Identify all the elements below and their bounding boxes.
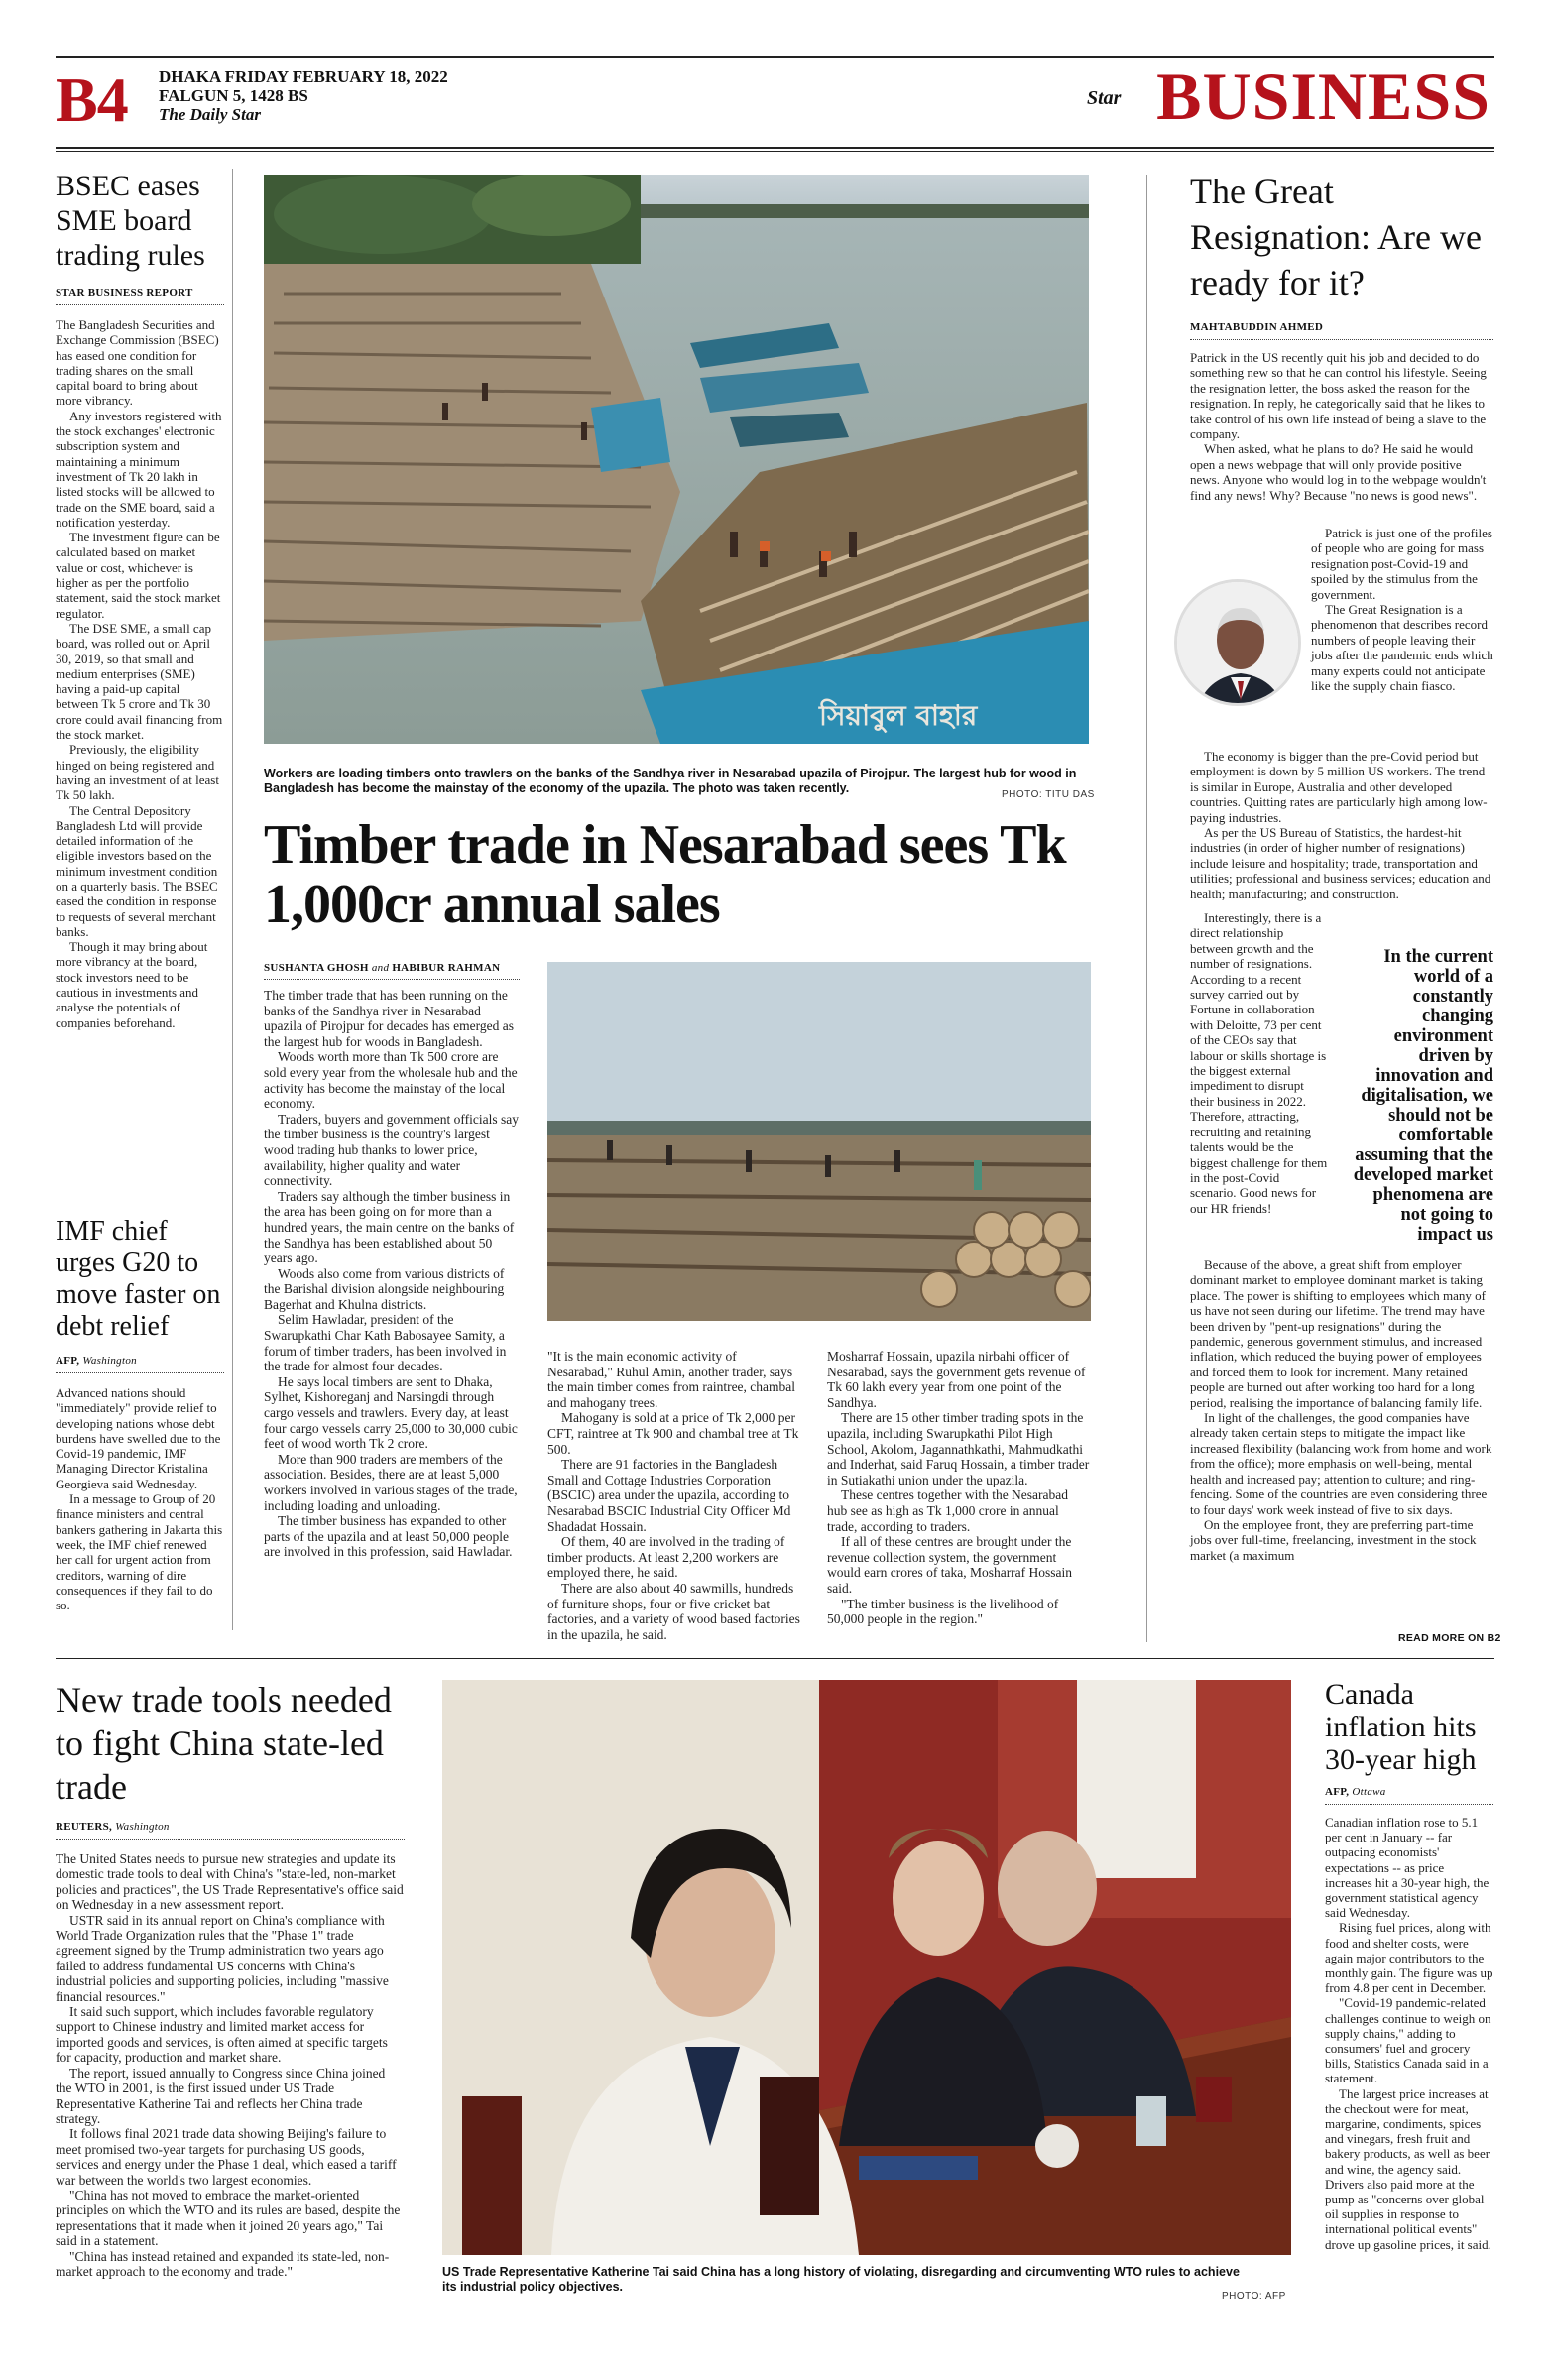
section-title: BUSINESS	[1156, 59, 1490, 134]
resignation-bottom-body	[1190, 1257, 1493, 1563]
paragraph: Woods worth more than Tk 500 crore are sold every year from the wholesale hub and the activity has become the mainstay of the local economy.	[264, 1049, 518, 1112]
bsec-story	[56, 169, 224, 1030]
timber-river-image	[264, 175, 1089, 744]
paragraph: The Bangladesh Securities and Exchange Commission (BSEC) has eased one condition for trading shares on the small capital board to bring about more vibrancy.	[56, 317, 219, 409]
masthead-bottom-rule	[56, 147, 1494, 149]
paragraph: Traders, buyers and government officials say the timber business is the country's largest wood trading hub thanks to lower price, availability, higher quality and water connectivity.	[264, 1111, 519, 1189]
china-body	[56, 1851, 405, 2279]
timber-col-3	[827, 1349, 1091, 1627]
canada-body	[1325, 1815, 1493, 2252]
resignation-story	[1190, 169, 1493, 503]
tai-photo-credit: PHOTO: AFP	[1222, 2291, 1286, 2302]
imf-body	[56, 1385, 224, 1612]
bsec-body	[56, 317, 224, 1030]
paragraph: When asked, what he plans to do? He said he would open a news webpage that will only provide positive news. Anyone who would log in to the webpage wouldn't find any news! Why? Because "no news is good news".	[1190, 441, 1487, 503]
paragraph: More than 900 traders are members of the association. Besides, there are at least 5,000 workers involved in various stages of the trade, including loading and unloading.	[264, 1451, 518, 1513]
trade-meeting-image	[442, 1680, 1291, 2255]
china-headline: New trade tools needed to fight China state-led trade	[56, 1680, 392, 1807]
paragraph: The report, issued annually to Congress since China joined the WTO in 2001, is the first issued under US Trade Representative Katherine Tai and reflects her China trade strategy.	[56, 2065, 386, 2126]
left-column-divider	[232, 169, 233, 1630]
paragraph: Traders say although the timber business in the area has been going on for more than a hundred years, the main centre on the banks of the Sandhya has been established about 50 years ago.	[264, 1188, 515, 1266]
tai-photo-caption: US Trade Representative Katherine Tai said China has a long history of violating, disregarding and circumventing WTO rules to achieve its industrial policy objectives.	[442, 2265, 1240, 2294]
paragraph: "Covid-19 pandemic-related challenges continue to weigh on supply chains," adding to consumers' fuel and grocery bills, Statistics Canada said in a statement.	[1325, 1995, 1491, 2086]
paragraph: Selim Hawladar, president of the Swarupkathi Char Kath Babosayee Samity, a forum of timber traders, has been involved in the trade for almost four decades.	[264, 1312, 507, 1374]
bsec-headline: BSEC eases SME board trading rules	[56, 170, 205, 272]
resignation-top-body	[1190, 350, 1493, 503]
timber-col-1	[264, 988, 520, 1560]
paragraph: The timber trade that has been running on the banks of the Sandhya river in Nesarabad upazila of Pirojpur for decades has emerged as the largest hub for woods in Bangladesh.	[264, 988, 515, 1049]
paragraph: The DSE SME, a small cap board, was rolled out on April 30, 2019, so that small and medium enterprises (SME) having a paid-up capital between Tk 5 crore and Tk 30 crore could avail financing from the stock market.	[56, 620, 223, 743]
masthead-bottom-rule-thin	[56, 151, 1494, 152]
paragraph: The timber business has expanded to other parts of the upazila and at least 50,000 people are involved in this profession, said Hawladar.	[264, 1513, 513, 1560]
paragraph: The largest price increases at the checkout were for meat, margarine, condiments, spices and vinegars, fresh fruit and bakery products, as well as beer and wine, the agency said. Drivers also paid more at the pump as "concerns over global oil supplies in response to international political events" drove up gasoline prices, it said.	[1325, 2085, 1491, 2252]
paragraph: Because of the above, a great shift from employer dominant market to employee dominant market is taking place. The power is shifting to employees which many of us have not seen during our lifetime. The trend may have been driven by "pent-up resignations" during the pandemic, generous government stimulus, and increased inflation, which reduced the buying power of employees and forced them to look for increment. Many retained people are burned out after working too hard for a long period, realising the importance of balancing family life.	[1190, 1257, 1486, 1410]
timber-main-photo	[264, 175, 1089, 744]
timber-photo-caption: Workers are loading timbers onto trawlers on the banks of the Sandhya river in Nesarabad upazila of Pirojpur. The largest hub for wood in Bangladesh has become the mainstay of the economy of the upazila. The photo was taken recently.	[264, 767, 1077, 795]
paragraph: The Central Depository Bangladesh Ltd will provide detailed information of the eligible investors based on the minimum investment condition on a quarterly basis. The BSEC eased the condition in response to requests of several merchant banks.	[56, 802, 218, 939]
china-agency: REUTERS,	[56, 1821, 113, 1833]
timber-headline: Timber trade in Nesarabad sees Tk 1,000cr annual sales	[264, 814, 1066, 935]
imf-byline	[56, 1355, 224, 1373]
imf-dateline: Washington	[82, 1355, 137, 1367]
imf-story	[56, 1216, 224, 1612]
paragraph: Advanced nations should "immediately" provide relief to developing nations whose debt burdens have swelled due to the Covid-19 pandemic, IMF Managing Director Kristalina Georgieva said Wednesday.	[56, 1385, 221, 1491]
resignation-byline: MAHTABUDDIN AHMED	[1190, 321, 1493, 340]
paragraph: Woods also come from various districts of the Barishal division alongside neighbouring Bagerhat and Khulna districts.	[264, 1265, 505, 1312]
paragraph: Rising fuel prices, along with food and shelter costs, were again major contributors to the monthly gain. The figure was up from 4.8 per cent in December.	[1325, 1920, 1493, 1996]
canada-agency: AFP,	[1325, 1786, 1350, 1798]
timber-author-1: SUSHANTA GHOSH	[264, 962, 369, 974]
timber-byline	[264, 962, 520, 980]
china-story	[56, 1678, 405, 2279]
canada-dateline: Ottawa	[1352, 1786, 1386, 1798]
paragraph: Mahogany is sold at a price of Tk 2,000 per CFT, raintree at Tk 900 and chambal tree at Tk 500.	[547, 1410, 799, 1457]
paragraph: There are also about 40 sawmills, hundreds of furniture shops, four or five cricket bat factories, and a variety of wood based factories in the upazila, he said.	[547, 1580, 800, 1642]
timber-yard-image	[547, 962, 1091, 1321]
paragraph: Canadian inflation rose to 5.1 per cent in January -- far outpacing economists' expectations -- as price increases hit a 30-year high, the government statistical agency said Wednesday.	[1325, 1815, 1490, 1921]
imf-headline: IMF chief urges G20 to move faster on debt relief	[56, 1216, 221, 1342]
timber-photo-credit: PHOTO: TITU DAS	[1002, 789, 1095, 800]
page-number: B4	[56, 64, 128, 135]
paragraph: As per the US Bureau of Statistics, the hardest-hit industries (in order of higher number of resignations) include leisure and hospitality; trade, transportation and utilities; professional and business services; education and health; manufacturing; and construction.	[1190, 825, 1491, 901]
timber-author-2: HABIBUR RAHMAN	[392, 962, 501, 974]
china-dateline: Washington	[115, 1821, 170, 1833]
boat-name-text: সিয়াবুল বাহার	[819, 699, 978, 732]
section-divider	[56, 1658, 1494, 1659]
paragraph: "The timber business is the livelihood of 50,000 people in the region."	[827, 1596, 1059, 1627]
paragraph: In light of the challenges, the good companies have already taken certain steps to mitigate the impact like increased flexibility (balancing work from home and work from the office); more emphasis on well-being, mental health and increased pay; attention to culture; and ring-fencing. Some of the countries are even considering three to four days' work week instead of five to six days.	[1190, 1410, 1492, 1517]
paragraph: Interestingly, there is a direct relationship between growth and the number of resignations. According to a recent survey carried out by Fortune in collaboration with Deloitte, 73 per cent of the CEOs say that labour or skills shortage is the biggest external impediment to disrupt their business in 2022. Therefore, attracting, recruiting and retaining talents would be the biggest challenge for them in the post-Covid scenario. Good news for our HR friends!	[1190, 910, 1328, 1216]
imf-agency: AFP,	[56, 1355, 80, 1367]
paragraph: Though it may bring about more vibrancy at the board, stock investors need to be cautious in investments and analyse the potentials of companies beforehand.	[56, 939, 208, 1030]
paragraph: Patrick is just one of the profiles of people who are going for mass resignation post-Covid-19 and spoiled by the stimulus from the government.	[1311, 526, 1492, 602]
bsec-byline: STAR BUSINESS REPORT	[56, 287, 224, 305]
paragraph: The Great Resignation is a phenomenon that describes record numbers of people leaving their jobs after the pandemic ends which many experts could not anticipate like the supply chain fiasco.	[1311, 602, 1493, 694]
right-column-divider	[1146, 175, 1147, 1642]
paragraph: If all of these centres are brought under the revenue collection system, the government would earn crores of taka, Mosharraf Hossain said.	[827, 1534, 1073, 1596]
paragraph: USTR said in its annual report on China's compliance with World Trade Organization rules that the "Phase 1" trade agreement signed by the Trump administration two years ago failed to address fundamental US concerns with China's industrial policies and supporting policies, including "massive financial resources."	[56, 1912, 389, 2004]
resignation-wrap-photo	[1311, 526, 1493, 693]
paragraph: On the employee front, they are preferring part-time jobs over full-time, freelancing, investment in the stock market (a maximum	[1190, 1516, 1477, 1563]
paragraph: The investment figure can be calculated based on market value or cost, whichever is higher as per the portfolio statement, said the stock market regulator.	[56, 530, 221, 621]
timber-second-photo	[547, 962, 1091, 1321]
author-portrait-image	[1177, 582, 1301, 706]
pull-quote: In the current world of a constantly changing environment driven by innovation and digitalisation, we should not be comfortable assuming that the developed market phenomena are not going to impact us	[1353, 947, 1493, 1245]
timber-col-2	[547, 1349, 803, 1642]
paper-name: The Daily Star	[159, 105, 261, 124]
resignation-headline: The Great Resignation: Are we ready for it?	[1190, 172, 1482, 302]
paragraph: There are 15 other timber trading spots in the upazila, including Swarupkathi Pilot High School, Akolom, Jagannathkathi, Mahmudkathi and Inderhat, said Faruq Hossain, a timber trader in Sutiakathi union under the upazila.	[827, 1410, 1090, 1488]
paragraph: Previously, the eligibility hinged on being registered and having an investment of at least Tk 50 lakh.	[56, 742, 219, 803]
resignation-pull-wrap	[1190, 910, 1329, 1216]
paragraph: In a message to Group of 20 finance ministers and central bankers gathering in Jakarta this week, the IMF chief renewed her call for urgent action from creditors, warning of dire consequences if they fail to do so.	[56, 1491, 223, 1613]
canada-story	[1325, 1678, 1493, 2252]
tai-photo	[442, 1680, 1291, 2255]
paragraph: Any investors registered with the stock exchanges' electronic subscription system and maintaining a minimum investment of Tk 20 lakh in listed stocks will be allowed to trade on the SME board, said a notification yesterday.	[56, 408, 222, 530]
read-more-link[interactable]: READ MORE ON B2	[1398, 1632, 1501, 1644]
china-byline	[56, 1821, 405, 1840]
star-logo: Star	[1087, 87, 1122, 109]
paragraph: The economy is bigger than the pre-Covid period but employment is down by 5 million US workers. The trend is similar in Europe, Australia and other developed countries. Quitting rates are particularly high among low-paying industries.	[1190, 749, 1488, 825]
paragraph: There are 91 factories in the Bangladesh Small and Cottage Industries Corporation (BSCIC) area under the upazila, according to Nesarabad BSCIC Industrial City Officer Md Shadadat Hossain.	[547, 1457, 791, 1534]
bangla-date-text: FALGUN 5, 1428 BS	[159, 86, 308, 105]
paragraph: Mosharraf Hossain, upazila nirbahi officer of Nesarabad, says the government gets revenue of Tk 60 lakh every year from one point of the Sandhya.	[827, 1349, 1086, 1410]
dateline	[159, 67, 448, 124]
paragraph: "China has not moved to embrace the market-oriented principles on which the WTO and its rules are based, despite the representations that it made when it joined 20 years ago," Tai said in a statement.	[56, 2187, 401, 2249]
canada-headline: Canada inflation hits 30-year high	[1325, 1678, 1477, 1776]
byline-and: and	[371, 962, 390, 974]
paragraph: Patrick in the US recently quit his job and decided to do something new so that he can control his lifestyle. Seeing the resignation letter, the boss asked the reason for the resignation. In reply, he categorically said that he likes to take control of his own life instead of being a slave to the company.	[1190, 350, 1487, 442]
paragraph: The United States needs to pursue new strategies and update its domestic trade tools to deal with China's "state-led, non-market policies and practices", the US Trade Representative's office said on Wednesday in a new assessment report.	[56, 1851, 404, 1913]
paragraph: It follows final 2021 trade data showing Beijing's failure to meet promised two-year targets for purchasing US goods, services and energy under the Phase 1 deal, which eased a tariff war between the world's two largest economies.	[56, 2126, 397, 2188]
canada-byline	[1325, 1786, 1493, 1805]
resignation-mid-body	[1190, 749, 1493, 901]
date-text: DHAKA FRIDAY FEBRUARY 18, 2022	[159, 67, 448, 86]
paragraph: "It is the main economic activity of Nesarabad," Ruhul Amin, another trader, says the main timber comes from raintree, chambal and mahogany trees.	[547, 1349, 796, 1410]
author-portrait	[1174, 579, 1301, 706]
paragraph: It said such support, which includes favorable regulatory support to Chinese industry and limited market access for imported goods and services, is often aimed at specific targets for capacity, production and market share.	[56, 2004, 388, 2066]
paragraph: Of them, 40 are involved in the trading of timber products. At least 2,200 workers are employed there, he said.	[547, 1534, 785, 1581]
paragraph: These centres together with the Nesarabad hub see as high as Tk 1,000 crore in annual trade, according to traders.	[827, 1488, 1069, 1534]
paragraph: He says local timbers are sent to Dhaka, Sylhet, Kishoreganj and Narsingdi through cargo vessels and trawlers. Every day, at least four cargo vessels carry 25,000 to 30,000 cubic feet of wood worth Tk 2 crore.	[264, 1373, 518, 1452]
paragraph: "China has instead retained and expanded its state-led, non-market approach to the economy and trade."	[56, 2248, 390, 2279]
